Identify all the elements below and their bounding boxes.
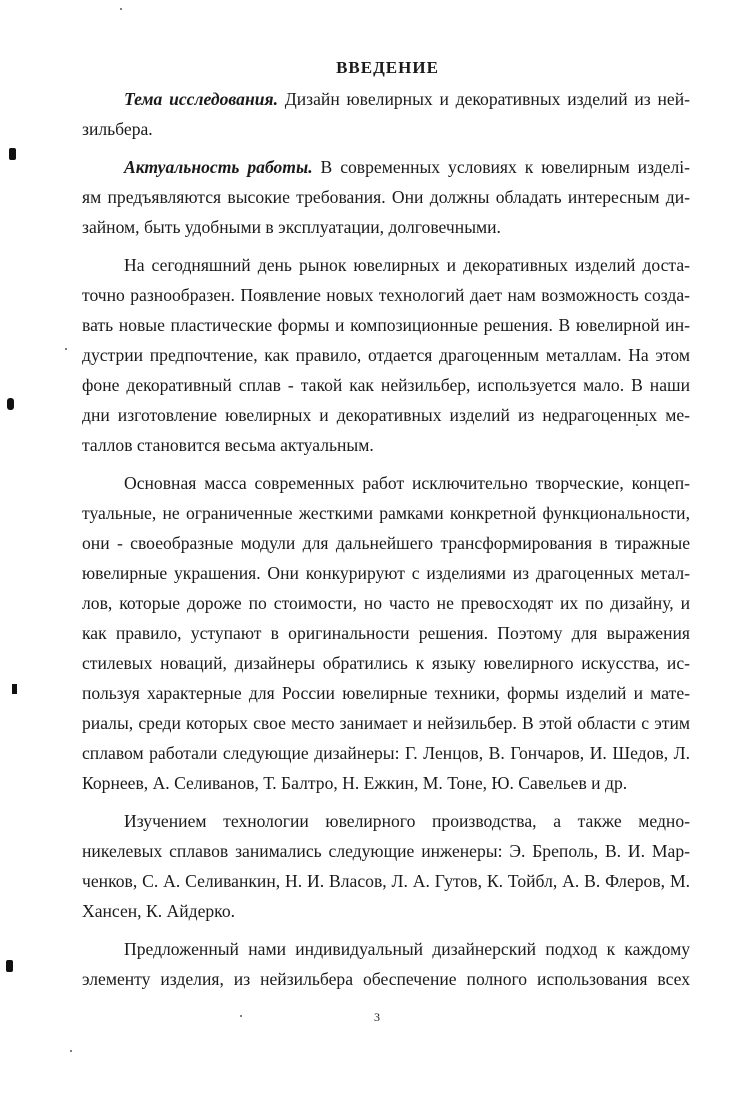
paragraph-market [82,250,690,460]
text-line: Актуальность работы. В современных условиях к ювелирным изделi- [124,157,691,177]
text-line: они - своеобразные модули для дальнейшего трансформирования в тиражные [82,533,690,553]
text-line: дустрии предпочтение, как правило, отдается драгоценным металлам. На этом [82,345,690,365]
text-line: фоне декоративный сплав - такой как нейзильбер, используется мало. В наши [82,375,690,395]
scan-mark-1 [9,148,16,160]
scan-mark-3 [12,684,17,694]
text-line: ям предъявляются высокие требования. Они должны обладать интересным ди- [82,187,690,207]
text-line: туальные, не ограниченные жесткими рамками конкретной функциональности, [82,503,690,523]
text-line: элементу изделия, из нейзильбера обеспечение полного использования всех [82,969,690,989]
text-line: дни изготовление ювелирных и декоративных изделий из недрагоценных ме- [82,405,690,425]
text-line: стилевых новаций, дизайнеры обратились к языку ювелирного искусства, ис- [82,653,690,673]
text-line: Основная масса современных работ исключительно творческие, концеп- [124,473,690,493]
text-line: сплавом работали следующие дизайнеры: Г. Ленцов, В. Гончаров, И. Шедов, Л. [82,743,690,763]
text-line: вать новые пластические формы и композиционные решения. В ювелирной ин- [82,315,690,335]
text-line: зайном, быть удобными в эксплуатации, долговечными. [82,217,501,237]
text-line: Изучением технологии ювелирного производства, а также медно- [124,811,690,831]
text-line: зильбера. [82,119,153,139]
text-line: Корнеев, А. Селиванов, Т. Балтро, Н. Ежкин, М. Тоне, Ю. Савельев и др. [82,773,628,793]
text-line: ченков, С. А. Селиванкин, Н. И. Власов, Л. А. Гутов, К. Тойбл, А. В. Флеров, М. [82,871,690,891]
text-line: Тема исследования. Дизайн ювелирных и декоративных изделий из ней- [124,89,691,109]
paragraph-lead: Актуальность работы. [124,157,313,177]
paragraph-lead: Тема исследования. [124,89,278,109]
text-line: Предложенный нами индивидуальный дизайнерский подход к каждому [124,939,690,959]
paragraph-topic [82,84,690,144]
text-line: точно разнообразен. Появление новых технологий дает нам возможность созда- [82,285,690,305]
body-text [82,84,690,994]
text-line: как правило, уступают в оригинальности решения. Поэтому для выражения [82,623,690,643]
section-heading: ВВЕДЕНИЕ [336,58,439,77]
scan-dot [65,348,67,350]
text-line: риалы, среди которых свое место занимает и нейзильбер. В этой области с этим [82,713,690,733]
text-line: пользуя характерные для России ювелирные техники, формы изделий и мате- [82,683,690,703]
text-line: На сегодняшний день рынок ювелирных и декоративных изделий доста- [124,255,690,275]
scan-mark-4 [6,960,13,972]
text-line: ювелирные украшения. Они конкурируют с изделиями из драгоценных метал- [82,563,690,583]
scan-dot [70,1050,72,1052]
text-line: никелевых сплавов занимались следующие инженеры: Э. Бреполь, В. И. Мар- [82,841,690,861]
scan-mark-2 [7,398,14,410]
text-line: таллов становится весьма актуальным. [82,435,374,455]
paragraph-contemporary-works [82,468,690,798]
paragraph-approach [82,934,690,994]
text-line: Хансен, К. Айдерко. [82,901,236,921]
page-number: 3 [374,1010,380,1024]
paragraph-relevance [82,152,690,242]
text-line: лов, которые дороже по стоимости, но часто не превосходят их по дизайну, и [82,593,690,613]
scan-dot [240,1015,242,1017]
paragraph-engineers [82,806,690,926]
scan-dot [120,8,122,10]
